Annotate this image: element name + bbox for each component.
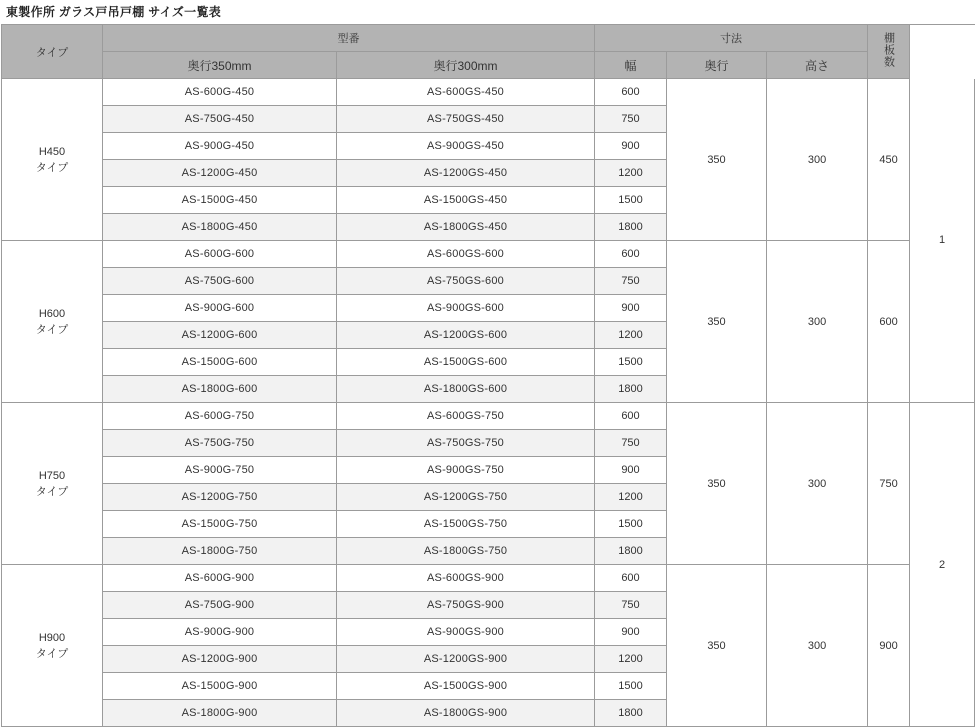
cell-model350: AS-750G-450	[103, 106, 337, 133]
header-model-depth300: 奥行300mm	[337, 52, 595, 79]
header-model: 型番	[103, 25, 595, 52]
cell-model300: AS-600GS-750	[337, 403, 595, 430]
cell-type-h900	[2, 565, 103, 727]
cell-model300: AS-900GS-900	[337, 619, 595, 646]
header-height: 高さ	[767, 52, 868, 79]
header-dimension: 寸法	[595, 25, 868, 52]
cell-width: 750	[595, 430, 667, 457]
page-title: 東製作所 ガラス戸吊戸棚 サイズ一覧表	[6, 5, 222, 19]
cell-model350: AS-600G-450	[103, 79, 337, 106]
cell-width: 750	[595, 592, 667, 619]
cell-model350: AS-1200G-900	[103, 646, 337, 673]
cell-width: 1200	[595, 322, 667, 349]
cell-model300: AS-1200GS-600	[337, 322, 595, 349]
cell-width: 750	[595, 106, 667, 133]
header-width: 幅	[595, 52, 667, 79]
cell-model350: AS-1500G-750	[103, 511, 337, 538]
cell-width: 600	[595, 79, 667, 106]
header-depth: 奥行	[667, 52, 767, 79]
cell-width: 1500	[595, 511, 667, 538]
cell-width: 750	[595, 268, 667, 295]
size-table	[1, 24, 975, 727]
cell-depth300: 300	[767, 403, 868, 565]
cell-model350: AS-1200G-600	[103, 322, 337, 349]
cell-width: 1500	[595, 187, 667, 214]
cell-model300: AS-1200GS-900	[337, 646, 595, 673]
cell-model300: AS-900GS-750	[337, 457, 595, 484]
cell-model300: AS-1500GS-900	[337, 673, 595, 700]
cell-model350: AS-900G-900	[103, 619, 337, 646]
cell-model350: AS-600G-750	[103, 403, 337, 430]
cell-depth300: 300	[767, 241, 868, 403]
table-row	[2, 565, 975, 592]
header-model-depth350: 奥行350mm	[103, 52, 337, 79]
cell-width: 900	[595, 457, 667, 484]
cell-model350: AS-1800G-600	[103, 376, 337, 403]
cell-width: 1500	[595, 673, 667, 700]
cell-model300: AS-1800GS-900	[337, 700, 595, 727]
cell-model350: AS-1500G-900	[103, 673, 337, 700]
cell-depth300: 300	[767, 565, 868, 727]
table-row	[2, 241, 975, 268]
type-line2: タイプ	[35, 323, 69, 336]
cell-model350: AS-750G-750	[103, 430, 337, 457]
cell-width: 600	[595, 241, 667, 268]
cell-width: 1800	[595, 538, 667, 565]
cell-model300: AS-1800GS-450	[337, 214, 595, 241]
cell-width: 600	[595, 403, 667, 430]
cell-height: 600	[868, 241, 910, 403]
cell-shelf-1: 1	[910, 79, 975, 403]
cell-model300: AS-600GS-600	[337, 241, 595, 268]
cell-model350: AS-1200G-750	[103, 484, 337, 511]
cell-depth350: 350	[667, 79, 767, 241]
cell-model300: AS-1800GS-750	[337, 538, 595, 565]
cell-model350: AS-900G-750	[103, 457, 337, 484]
type-line1: H600	[38, 307, 66, 320]
cell-model350: AS-1800G-750	[103, 538, 337, 565]
cell-width: 1500	[595, 349, 667, 376]
header-shelf	[868, 25, 910, 79]
type-line2: タイプ	[35, 647, 69, 660]
cell-height: 450	[868, 79, 910, 241]
cell-model300: AS-900GS-450	[337, 133, 595, 160]
cell-width: 1200	[595, 160, 667, 187]
cell-model350: AS-1200G-450	[103, 160, 337, 187]
table-row	[2, 403, 975, 430]
cell-model300: AS-750GS-900	[337, 592, 595, 619]
cell-model300: AS-1500GS-600	[337, 349, 595, 376]
type-line1: H450	[38, 145, 66, 158]
cell-model300: AS-750GS-450	[337, 106, 595, 133]
cell-model300: AS-750GS-750	[337, 430, 595, 457]
cell-model300: AS-750GS-600	[337, 268, 595, 295]
cell-depth300: 300	[767, 79, 868, 241]
cell-model350: AS-600G-900	[103, 565, 337, 592]
cell-width: 600	[595, 565, 667, 592]
table-row	[2, 79, 975, 106]
cell-type-h750	[2, 403, 103, 565]
cell-type-h600	[2, 241, 103, 403]
type-line2: タイプ	[35, 161, 69, 174]
cell-width: 900	[595, 295, 667, 322]
cell-model350: AS-1800G-450	[103, 214, 337, 241]
type-line1: H900	[38, 631, 66, 644]
cell-width: 1200	[595, 484, 667, 511]
cell-model350: AS-900G-600	[103, 295, 337, 322]
cell-model350: AS-1500G-450	[103, 187, 337, 214]
cell-depth350: 350	[667, 403, 767, 565]
header-shelf-label: 棚板数	[882, 32, 895, 68]
header-type: タイプ	[2, 25, 103, 79]
cell-shelf-2: 2	[910, 403, 975, 727]
cell-model300: AS-1800GS-600	[337, 376, 595, 403]
cell-type-h450	[2, 79, 103, 241]
cell-model300: AS-600GS-450	[337, 79, 595, 106]
type-line2: タイプ	[35, 485, 69, 498]
cell-model350: AS-1500G-600	[103, 349, 337, 376]
cell-model350: AS-750G-900	[103, 592, 337, 619]
cell-model300: AS-1500GS-450	[337, 187, 595, 214]
cell-width: 1800	[595, 700, 667, 727]
cell-width: 1200	[595, 646, 667, 673]
cell-model350: AS-900G-450	[103, 133, 337, 160]
cell-width: 900	[595, 133, 667, 160]
cell-height: 750	[868, 403, 910, 565]
cell-model350: AS-600G-600	[103, 241, 337, 268]
type-line1: H750	[38, 469, 66, 482]
cell-width: 1800	[595, 376, 667, 403]
cell-model300: AS-1500GS-750	[337, 511, 595, 538]
cell-model300: AS-1200GS-450	[337, 160, 595, 187]
cell-model300: AS-1200GS-750	[337, 484, 595, 511]
cell-model300: AS-600GS-900	[337, 565, 595, 592]
cell-width: 1800	[595, 214, 667, 241]
cell-model350: AS-750G-600	[103, 268, 337, 295]
cell-model350: AS-1800G-900	[103, 700, 337, 727]
cell-width: 900	[595, 619, 667, 646]
cell-height: 900	[868, 565, 910, 727]
cell-model300: AS-900GS-600	[337, 295, 595, 322]
cell-depth350: 350	[667, 565, 767, 727]
cell-depth350: 350	[667, 241, 767, 403]
